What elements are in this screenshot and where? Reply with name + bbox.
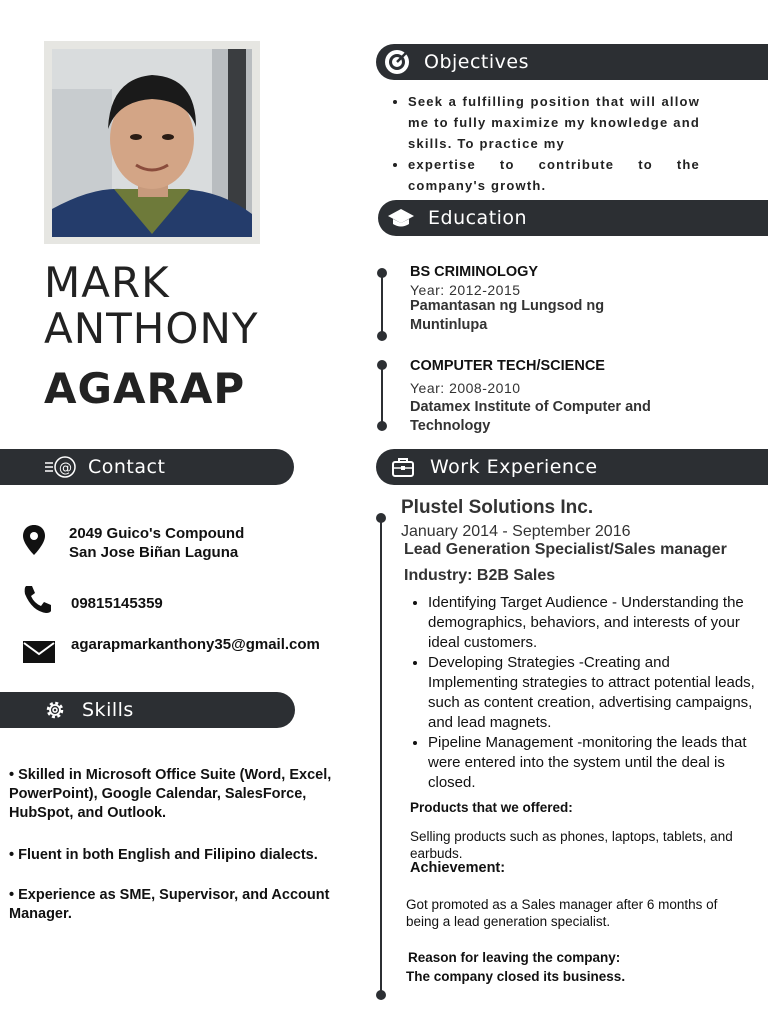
- skill-item: • Experience as SME, Supervisor, and Account Manager.: [9, 887, 330, 922]
- timeline-dot: [376, 513, 386, 523]
- timeline-line: [381, 272, 383, 336]
- skills-title: Skills: [82, 699, 134, 721]
- timeline-dot: [377, 268, 387, 278]
- reason-text: The company closed its business.: [406, 969, 626, 984]
- education-degree: BS CRIMINOLOGY: [410, 264, 539, 280]
- skills-header: [0, 692, 295, 728]
- profile-photo-frame: [44, 41, 260, 244]
- target-icon: [380, 45, 414, 79]
- svg-text:@: @: [59, 461, 73, 476]
- timeline-dot: [376, 990, 386, 1000]
- contact-title: Contact: [88, 456, 166, 478]
- reason-label: Reason for leaving the company:: [408, 950, 621, 965]
- education-title: Education: [428, 207, 528, 229]
- timeline-dot: [377, 360, 387, 370]
- work-company: Plustel Solutions Inc.: [401, 497, 594, 518]
- achievement-label: Achievement:: [410, 860, 506, 876]
- work-timeline-line: [380, 518, 382, 996]
- timeline-dot: [377, 331, 387, 341]
- education-school: Datamex Institute of Computer and Technology: [410, 399, 651, 434]
- work-bullet: • Identifying Target Audience - Understanding the demographics, behaviors, and interests of your ideal customers.: [428, 593, 755, 653]
- work-bullet: • Developing Strategies -Creating and Implementing strategies to attract potential leads, such as content creation, advertising campaigns, and lead magnets.: [428, 653, 755, 733]
- achievement-text: Got promoted as a Sales manager after 6 months of being a lead generation specialist.: [406, 897, 718, 929]
- products-text: Selling products such as phones, laptops, tablets, and earbuds.: [410, 829, 733, 861]
- skill-item: • Skilled in Microsoft Office Suite (Word, Excel, PowerPoint), Google Calendar, SalesForce, HubSpot, and Outlook.: [9, 767, 332, 821]
- timeline-dot: [377, 421, 387, 431]
- contact-header: [0, 449, 294, 485]
- address: [69, 524, 244, 562]
- work-bullet: • Pipeline Management -monitoring the leads that were entered into the system until the deal is closed.: [428, 733, 755, 793]
- skill-item: • Fluent in both English and Filipino dialects.: [9, 847, 318, 863]
- graduation-cap-icon: [384, 201, 418, 235]
- location-pin-icon: [22, 524, 46, 561]
- work-dates: January 2014 - September 2016: [401, 523, 631, 540]
- objective-item: • expertise to contribute to the company's growth.: [408, 154, 700, 196]
- phone-icon: [22, 584, 54, 619]
- education-year: Year: 2012-2015: [410, 282, 521, 298]
- first-name: MARK: [44, 258, 170, 307]
- objectives-header: [376, 44, 768, 80]
- email-address[interactable]: agarapmarkanthony35@gmail.com: [71, 636, 320, 653]
- objectives-list: [392, 91, 700, 196]
- profile-photo: [52, 49, 252, 237]
- education-year: Year: 2008-2010: [410, 380, 521, 396]
- education-school: Pamantasan ng Lungsod ng Muntinlupa: [410, 298, 605, 333]
- gear-icon: [38, 693, 72, 727]
- contact-icon: [42, 450, 78, 484]
- education-header: [378, 200, 768, 236]
- mail-icon: [22, 640, 56, 669]
- work-bullets: [410, 593, 755, 793]
- briefcase-icon: [386, 450, 420, 484]
- phone-number[interactable]: 09815145359: [71, 595, 163, 612]
- objective-item: • Seek a fulfilling position that will allow me to fully maximize my knowledge and skills. To practice my: [408, 91, 700, 154]
- work-experience-header: [376, 449, 768, 485]
- last-name: AGARAP: [44, 364, 246, 413]
- work-experience-title: Work Experience: [430, 456, 598, 478]
- objectives-title: Objectives: [424, 51, 529, 73]
- work-title: Lead Generation Specialist/Sales manager: [404, 541, 727, 558]
- education-degree: COMPUTER TECH/SCIENCE: [410, 358, 605, 374]
- middle-name: ANTHONY: [44, 304, 259, 353]
- timeline-line: [381, 365, 383, 426]
- address-line2: San Jose Biñan Laguna: [69, 544, 239, 561]
- products-label: Products that we offered:: [410, 800, 573, 815]
- address-line1: 2049 Guico's Compound: [69, 525, 245, 542]
- work-industry: Industry: B2B Sales: [404, 567, 556, 584]
